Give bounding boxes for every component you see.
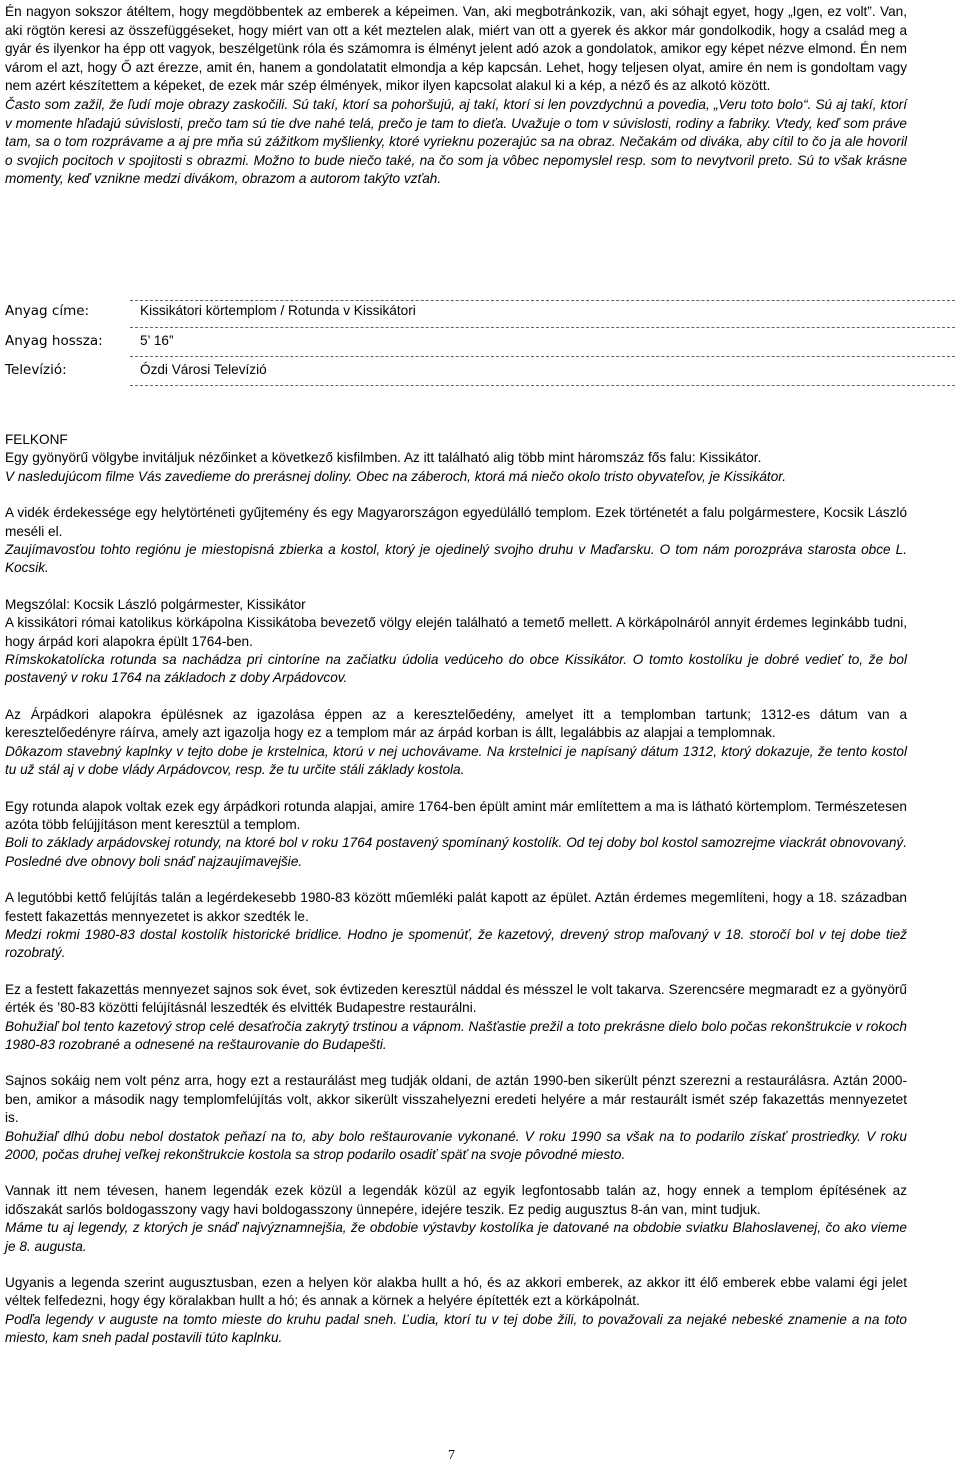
paragraph-10-hu: Ugyanis a legenda szerint augusztusban, ezen a helyen kör alakba hullt a hó, és az akkori emberek, az akkor itt élő emberek ebbe valami égi jelet véltek felfedezni, hogy égy köralakban hullt a hó; és annak a körnek a helyére építették ezt a körkápolnát.	[5, 1275, 907, 1309]
tv-value: Ózdi Városi Televízió	[140, 362, 267, 377]
length-row	[5, 333, 955, 355]
paragraph-9-hu: Vannak itt nem tévesen, hanem legendák ezek közül a legendák közül az egyik legfontosabb talán az, hogy ennek a templom építésének az időszakát sarlós boldogasszony vagy havi boldogasszony ünnepére, idejére teszik. Ez pedig augusztus 8-án van, mint tudjuk.	[5, 1183, 907, 1217]
paragraph-5-sk: Boli to základy arpádovskej rotundy, na ktoré bol v roku 1764 postavený spomínaný kostolík. Od tej doby bol kostol samozrejme viackrát obnovovaný. Posledné dve obnovy boli snáď najzaujímavejšie.	[5, 835, 907, 869]
paragraph-2-sk: Zaujímavosťou tohto regiónu je miestopisná zbierka a kostol, ktorý je ojedinelý svojho druhu v Maďarsku. O tom nám porozpráva starosta obce L. Kocsik.	[5, 542, 907, 576]
paragraph-3-hu: A kissikátori római katolikus körkápolna Kissikátoba bevezető völgy elején található a temető mellett. A körkápolnáról annyit érdemes leginkább tudni, hogy árpád kori alapokra épült 1764-ben.	[5, 615, 907, 649]
speaker-line: Megszólal: Kocsik László polgármester, Kissikátor	[5, 596, 306, 612]
intro-section	[5, 3, 907, 189]
paragraph-8-hu: Sajnos sokáig nem volt pénz arra, hogy ezt a restaurálást meg tudják oldani, de aztán 1990-ben sikerült pénzt szerezni a restaurálásra. Aztán 2000-ben, amikor a második nagy templomfelújítás volt, akkor sikerült visszahelyezni eredeti helyére a már restaurált ismét szép fakazettás mennyezetet is.	[5, 1073, 907, 1126]
paragraph-3-sk: Rímskokatolícka rotunda sa nachádza pri cintoríne na začiatku údolia vedúceho do obce Kissikátor. O tomto kostolíku je dobré vedieť to, že bol postavený v roku 1764 na základoch z doby Arpádovcov.	[5, 652, 907, 686]
title-row	[5, 303, 955, 325]
paragraph-10-sk: Podľa legendy v auguste na tomto mieste do kruhu padal sneh. Ľudia, ktorí tu v tej dobe žili, to považovali za nejaké nebeské znamenie a na toto miesto, kam sneh padal postavili túto kaplnku.	[5, 1311, 907, 1346]
intro-paragraph-sk: Často som zažil, že ľudí moje obrazy zaskočili. Sú takí, ktorí sa pohoršujú, aj takí, ktorí si len povzdychnú a povedia, „Veru toto bolo“. Sú aj takí, ktorí v momente hľadajú súvislosti, prečo tam sú tie dve nahé telá, prečo je tam to dieťa. Uvažuje o tom v súvislosti, rodiny a fabriky. Vtedy, keď som práve tam, sa o tom rozprávame a aj pre mňa sú zážitkom myšlienky, ktoré vyrieknu pozerajúc sa na obraz. Nečakám od diváka, aby cítil to čo ja ale hovoril o svojich pocitoch v spojitosti s obrazmi. Možno to bude niečo také, na čo som ja vôbec nepomyslel resp. som to nevytvoril preto. Sú to však krásne momenty, keď vznikne medzi divákom, obrazom a autorom takýto vzťah.	[5, 96, 907, 187]
divider-top	[130, 300, 955, 301]
title-value: Kissikátori körtemplom / Rotunda v Kissikátori	[140, 303, 416, 318]
divider-title	[130, 327, 955, 328]
material-info-block	[5, 300, 955, 392]
page-number: 7	[448, 1448, 455, 1463]
script-body	[5, 431, 907, 1348]
paragraph-2-hu: A vidék érdekessége egy helytörténeti gyűjtemény és egy Magyarországon egyedülálló templom. Ezek történetét a falu polgármestere, Kocsik László meséli el.	[5, 505, 907, 539]
tv-label: Televízió:	[5, 362, 67, 378]
paragraph-1-sk: V nasledujúcom filme Vás zavedieme do prerásnej doliny. Obec na záberoch, ktorá má niečo okolo tristo obyvateľov, je Kissikátor.	[5, 468, 787, 484]
paragraph-9-sk: Máme tu aj legendy, z ktorých je snáď najvýznamnejšia, že obdobie výstavby kostolíka je datované na obdobie sviatku Blahoslavenej, čo ako vieme je 8. augusta.	[5, 1220, 907, 1254]
intro-paragraph-hu: Én nagyon sokszor átéltem, hogy megdöbbentek az emberek a képeimen. Van, aki megbotránkozik, van, aki sóhajt egyet, hogy „Igen, ez volt”. Van, aki rögtön keresi az összefüggéseket, hogy miért van ott a két meztelen alak, miért van ott a gyerek és akkor már gondolkodik, hogy a család meg a gyár és ilyenkor ha épp ott vagyok, beszélgetünk róla és számomra is élményt jelent adó azok a gondolatok, amikor egy képet nézve elmond. Én nem várom el azt, hogy Ő azt érezze, amit én, hanem a gondolatatit elmondja a kép kapcsán. Lehet, hogy teljesen olyat, amire én nem is gondoltam vagy nem azért készítettem a képeket, de ezek már szép élmények, mikor ilyen kapcsolat alakul ki a kép, a néző és az alkotó között.	[5, 4, 907, 94]
paragraph-5-hu: Egy rotunda alapok voltak ezek egy árpádkori rotunda alapjai, amire 1764-ben épült amint már említettem a ma is látható körtemplom. Természetesen azóta több felújjításon ment keresztül a templom.	[5, 798, 907, 832]
divider-tv	[130, 385, 955, 386]
paragraph-7-hu: Ez a festett fakazettás mennyezet sajnos sok évet, sok évtizeden keresztül náddal és mésszel le volt takarva. Szerencsére megmaradt ez a gyönyörű érték és ’80-83 közötti felújításnál leszedték és elvitték Budapestre restaurálni.	[5, 981, 907, 1016]
paragraph-4-sk: Dôkazom stavebný kaplnky v tejto dobe je krstelnica, ktorú v nej uchovávame. Na krstelnici je napísaný dátum 1312, ktorý dokazuje, že tento kostol tu už stál aj v dobe vlády Arpádovcov, resp. že tu určite stáli základy kostola.	[5, 743, 907, 778]
tv-row	[5, 362, 955, 384]
paragraph-1-hu: Egy gyönyörű völgybe invitáljuk nézőinket a következő kisfilmben. Az itt található alig több mint háromszáz fős falu: Kissikátor.	[5, 450, 762, 466]
felkonf-heading: FELKONF	[5, 432, 68, 447]
paragraph-6-sk: Medzi rokmi 1980-83 dostal kostolík historické bridlice. Hodno je spomenúť, že kazetový, drevený strop maľovaný v 18. storočí bol v tej dobe tiež rozobratý.	[5, 926, 907, 961]
paragraph-8-sk: Bohužiaľ dlhú dobu nebol dostatok peňazí na to, aby bolo reštaurovanie vykonané. V roku 1990 sa však na to podarilo získať prostriedky. V roku 2000, počas druhej veľkej rekonštrukcie kostola sa strop podarilo osadiť späť na svoje pôvodné miesto.	[5, 1128, 907, 1162]
paragraph-6-hu: A legutóbbi kettő felújítás talán a legérdekesebb 1980-83 között műemléki palát kapott az épület. Aztán érdemes megemlíteni, hogy a 18. században festett fakazettás mennyezetet is akkor szedték le.	[5, 890, 907, 924]
paragraph-7-sk: Bohužiaľ bol tento kazetový strop celé desaťročia zakrytý trstinou a vápnom. Našťastie prežil a toto prekrásne dielo bolo počas rekonštrukcie v rokoch 1980-83 rozobrané a odnesené na reštaurovanie do Budapešti.	[5, 1018, 907, 1052]
paragraph-4-hu: Az Árpádkori alapokra épülésnek az igazolása éppen az a keresztelőedény, amelyet itt a templomban tartunk; 1312-es dátum van a keresztelőedényre ráírva, amely azt igazolja hogy ez a templom már az árpád korban is állt, legalábbis az alapjai a templomnak.	[5, 706, 907, 741]
divider-length	[130, 356, 955, 357]
title-label: Anyag címe:	[5, 303, 90, 319]
length-label: Anyag hossza:	[5, 333, 103, 349]
length-value: 5’ 16”	[140, 333, 174, 348]
